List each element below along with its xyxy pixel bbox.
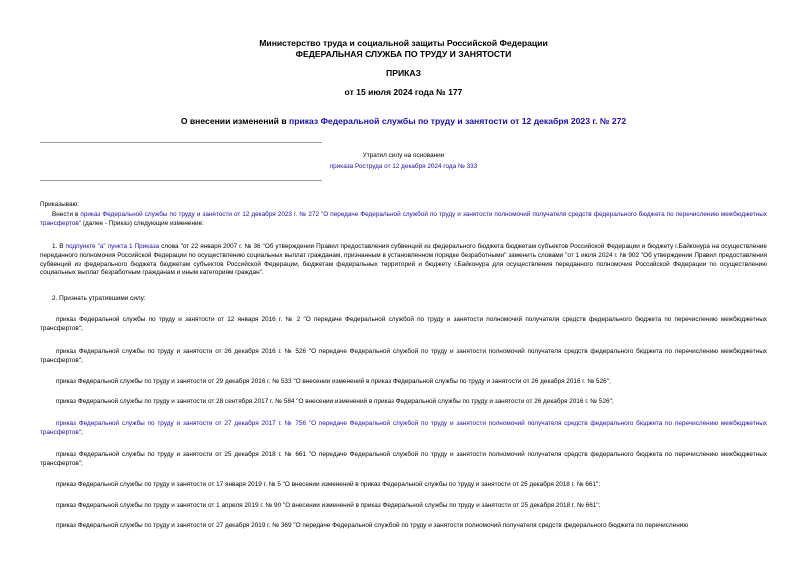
ministry-name: Министерство труда и социальной защиты Российской Федерации	[259, 38, 548, 48]
item-1-paragraph	[40, 243, 767, 278]
doc-date-number: от 15 июля 2024 года № 177	[344, 87, 463, 97]
list-item: приказ Федеральной службы по труду и занятости от 1 апреля 2019 г. № 90 "О внесении изменений в приказ Федеральной службы по труду и занятости от 25 декабря 2018 г. № 661";	[56, 502, 601, 509]
doc-title-link[interactable]: приказ Федеральной службы по труду и занятости от 12 декабря 2023 г. № 272	[289, 116, 627, 126]
doc-type: ПРИКАЗ	[386, 68, 421, 78]
item-1-post: слова "от 22 января 2007 г. № 36 "Об утверждении Правил предоставления субвенций из федерального бюджета бюджетам субъектов Российской Федерации и бюджету г.Байконура на осуществление переданного полномочия Российской Федерации по осуществлению социальных выплат гражданам, признанным в установленном порядке безработными" заменить словами "от 1 июля 2024 г. № 902 "Об утверждении Правил предоставления субвенций из федерального бюджета бюджетам субъектов Российской Федерации, бюджетам федеральных территорий и бюджету г.Байконура для осуществления переданного полномочия Российской Федерации по осуществлению социальных выплат безработным гражданам и иным категориям граждан".	[40, 243, 767, 277]
doc-title	[0, 116, 807, 126]
list-item: приказ Федеральной службы по труду и занятости от 25 декабря 2018 г. № 661 "О передаче Федеральной службой по труду и занятости полномочий получателя средств федерального бюджета по перечислению межбюджетных трансфертов";	[40, 451, 767, 467]
list-item: приказ Федеральной службы по труду и занятости от 17 января 2019 г. № 5 "О внесении изменений в приказ Федеральной службы по труду и занятости от 25 декабря 2018 г. № 661";	[56, 481, 601, 488]
repeal-note	[0, 162, 807, 172]
intro-post: (далее - Приказ) следующие изменение:	[81, 219, 204, 227]
list-item-linked	[40, 420, 767, 438]
list-item: приказ Федеральной службы по труду и занятости от 26 декабря 2016 г. № 526 "О передаче Федеральной службой по труду и занятости полномочий получателя средств федерального бюджета по перечислению межбюджетных трансфертов";	[40, 348, 767, 364]
item-1-pre: 1. В	[52, 243, 66, 250]
item-1-link[interactable]: подпункте "а" пункта 1 Приказа	[65, 243, 160, 250]
order-word: Приказываю:	[40, 201, 80, 208]
repeal-note-link[interactable]: приказа Роструда от 12 декабря 2024 года № 333	[329, 163, 478, 170]
divider-bottom	[40, 180, 322, 181]
list-item: приказ Федеральной службы по труду и занятости от 27 декабря 2019 г. № 369 "О передаче Федеральной службой по труду и занятости полномочий получателя средств федерального бюджета по перечислению	[56, 522, 689, 529]
item-2-paragraph: 2. Признать утратившими силу:	[52, 295, 146, 302]
repeal-note-line: Утратил силу на основании	[362, 152, 445, 159]
list-item: приказ Федеральной службы по труду и занятости от 12 января 2016 г. № 2 "О передаче Федеральной службой по труду и занятости полномочий получателя средств федерального бюджета по перечислению межбюджетных трансфертов";	[40, 316, 767, 332]
doc-title-prefix: О внесении изменений в	[180, 116, 290, 126]
service-name: ФЕДЕРАЛЬНАЯ СЛУЖБА ПО ТРУДУ И ЗАНЯТОСТИ	[295, 49, 512, 59]
intro-link[interactable]: приказ Федеральной службы по труду и занятости от 12 декабря 2023 г. № 272 "О передаче Федеральной службой по труду и занятости полномочий получателя средств федерального бюджета по перечислению межбюджетных трансфертов"	[40, 211, 767, 227]
intro-pre: Внести в	[52, 211, 81, 218]
list-item: приказ Федеральной службы по труду и занятости от 28 сентября 2017 г. № 584 "О внесении изменений в приказ Федеральной службы по труду и занятости от 26 декабря 2016 г. № 526";	[56, 398, 614, 405]
list-item-link[interactable]: приказ Федеральной службы по труду и занятости от 27 декабря 2017 г. № 756 "О передаче Федеральной службой по труду и занятости полномочий получателя средств федерального бюджета по перечислению межбюджетных трансфертов"	[40, 420, 767, 436]
list-item: приказ Федеральной службы по труду и занятости от 29 декабря 2016 г. № 533 "О внесении изменений в приказ Федеральной службы по труду и занятости от 26 декабря 2016 г. № 526";	[56, 378, 611, 385]
list-item-link-post: ;	[81, 428, 83, 436]
intro-paragraph	[40, 211, 767, 229]
divider-top	[40, 142, 322, 143]
